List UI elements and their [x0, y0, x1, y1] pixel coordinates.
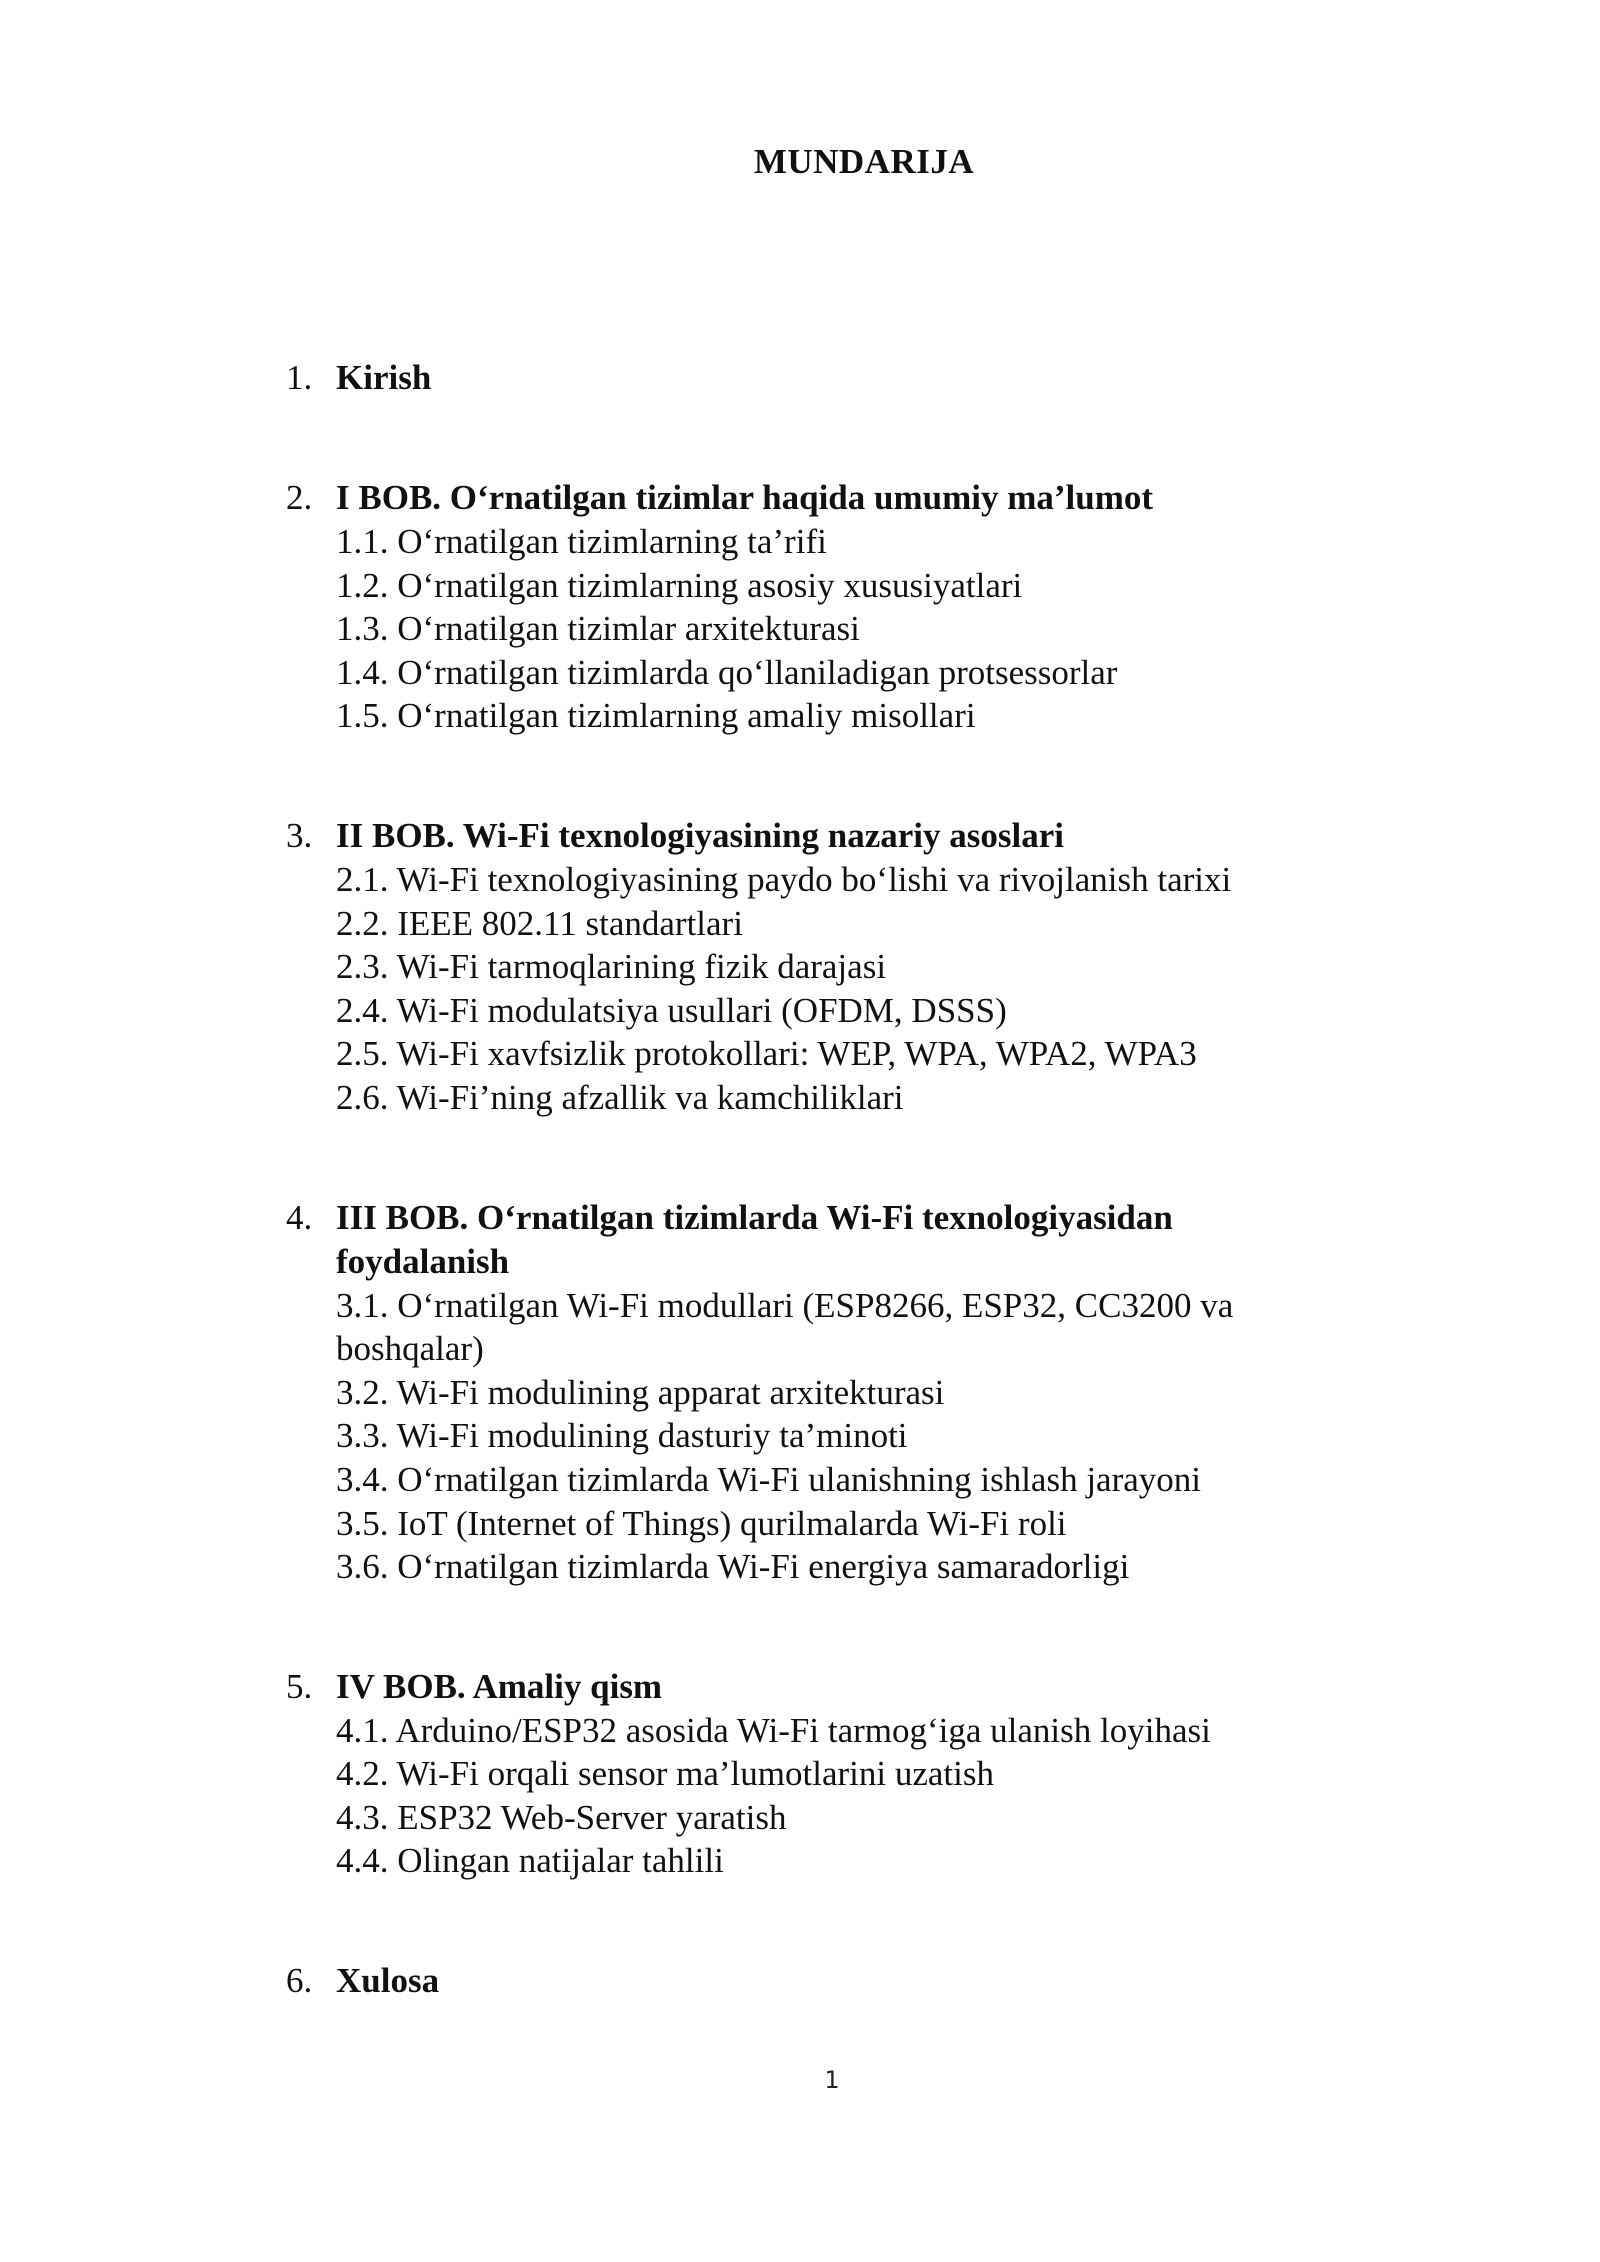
toc-subsection-item: 2.6. Wi-Fi’ning afzallik va kamchiliklari	[336, 1077, 904, 1117]
section-number: 1.	[286, 358, 313, 397]
toc-subsection-item: 3.6. O‘rnatilgan tizimlarda Wi-Fi energiya samaradorligi	[336, 1547, 1130, 1587]
toc-subsection-item: 2.5. Wi-Fi xavfsizlik protokollari: WEP, WPA, WPA2, WPA3	[336, 1034, 1197, 1074]
toc-section-kirish	[286, 356, 1346, 400]
toc-subsection-item: 1.4. O‘rnatilgan tizimlarda qo‘llaniladigan protsessorlar	[336, 652, 1118, 692]
page-title: MUNDARIJA	[753, 142, 975, 181]
toc-subsection-list	[336, 1284, 1346, 1589]
toc-subsection-item: 1.5. O‘rnatilgan tizimlarning amaliy misollari	[336, 696, 976, 736]
toc-subsection-item: 1.1. O‘rnatilgan tizimlarning ta’rifi	[336, 522, 827, 561]
toc-section-bob-1	[286, 476, 1346, 738]
toc-subsection-item: 3.4. O‘rnatilgan tizimlarda Wi-Fi ulanishning ishlash jarayoni	[336, 1459, 1202, 1499]
toc-section-bob-4	[286, 1665, 1346, 1883]
toc-section-heading	[286, 476, 1346, 520]
toc-subsection-item: 3.2. Wi-Fi modulining apparat arxitekturasi	[336, 1372, 945, 1412]
section-number: 6.	[286, 1961, 313, 2001]
toc-subsection-item: 4.1. Arduino/ESP32 asosida Wi-Fi tarmog‘iga ulanish loyihasi	[336, 1710, 1211, 1750]
toc-section-xulosa	[286, 1959, 1346, 2003]
toc-subsection-item: 2.3. Wi-Fi tarmoqlarining fizik darajasi	[336, 947, 887, 987]
toc-subsection-item: 4.3. ESP32 Web-Server yaratish	[336, 1797, 787, 1837]
toc-subsection-item: 2.2. IEEE 802.11 standartlari	[336, 903, 743, 943]
toc-section-heading	[286, 814, 1346, 858]
section-number: 5.	[286, 1666, 313, 1706]
section-title: IV BOB. Amaliy qism	[336, 1666, 663, 1706]
section-title: Kirish	[336, 358, 432, 397]
section-number: 3.	[286, 815, 313, 855]
toc-section-heading	[286, 356, 1346, 400]
page-number: 1	[824, 2066, 840, 2094]
toc-subsection-item: 3.3. Wi-Fi modulining dasturiy ta’minoti	[336, 1416, 908, 1456]
toc-subsection-list	[336, 858, 1346, 1120]
toc-subsection-item: 3.1. O‘rnatilgan Wi-Fi modullari (ESP8266, ESP32, CC3200 va boshqalar)	[336, 1285, 1234, 1369]
toc-subsection-item: 4.4. Olingan natijalar tahlili	[336, 1841, 724, 1881]
toc-subsection-item: 4.2. Wi-Fi orqali sensor ma’lumotlarini uzatish	[336, 1754, 994, 1794]
section-title: Xulosa	[336, 1961, 440, 2001]
section-title: I BOB. O‘rnatilgan tizimlar haqida umumiy ma’lumot	[336, 478, 1154, 517]
table-of-contents	[286, 356, 1346, 2079]
toc-subsection-list	[336, 1709, 1346, 1883]
toc-subsection-list	[336, 520, 1346, 738]
section-title: II BOB. Wi-Fi texnologiyasining nazariy asoslari	[336, 815, 1064, 855]
toc-subsection-item: 1.2. O‘rnatilgan tizimlarning asosiy xususiyatlari	[336, 565, 1023, 605]
toc-subsection-item: 2.1. Wi-Fi texnologiyasining paydo bo‘lishi va rivojlanish tarixi	[336, 859, 1232, 899]
toc-subsection-item: 1.3. O‘rnatilgan tizimlar arxitekturasi	[336, 609, 860, 649]
toc-section-heading	[286, 1665, 1346, 1709]
toc-section-bob-2	[286, 814, 1346, 1120]
section-title: III BOB. O‘rnatilgan tizimlarda Wi-Fi texnologiyasidan foydalanish	[336, 1197, 1173, 1281]
toc-subsection-item: 3.5. IoT (Internet of Things) qurilmalarda Wi-Fi roli	[336, 1503, 1067, 1543]
section-number: 2.	[286, 478, 313, 517]
section-number: 4.	[286, 1197, 313, 1237]
toc-section-heading	[286, 1196, 1346, 1284]
toc-subsection-item: 2.4. Wi-Fi modulatsiya usullari (OFDM, DSSS)	[336, 990, 1007, 1030]
toc-section-heading	[286, 1959, 1346, 2003]
toc-section-bob-3	[286, 1196, 1346, 1589]
